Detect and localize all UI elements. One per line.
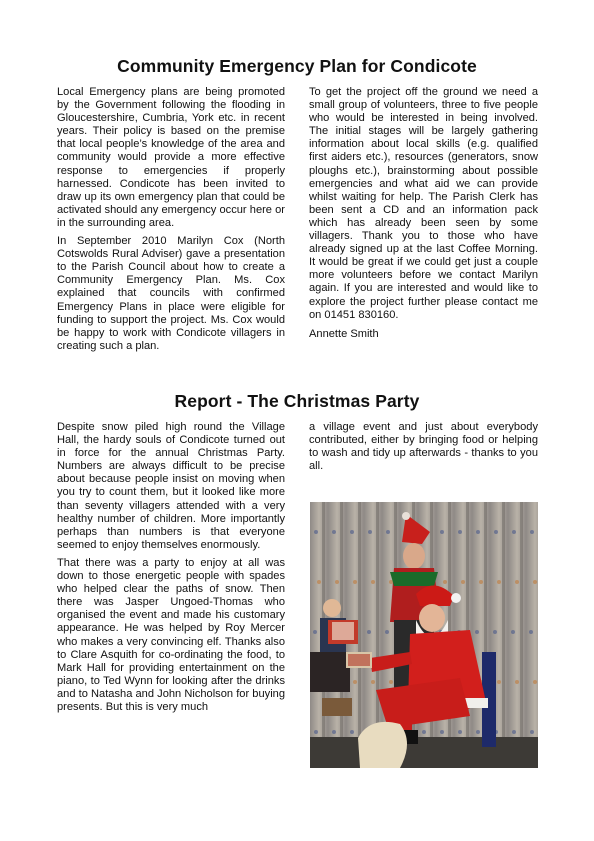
paragraph: Despite snow piled high round the Village Hall, the hardy souls of Condicote turned out in force for the annual Christmas Party. Numbers are always difficult to be precise about because people insist on moving when you try to count them, but it looked like more than seventy villagers attended with a very healthy number of children. More importantly perhaps than numbers is that everyone seemed to enjoy themselves enormously. xyxy=(57,421,285,551)
santa-and-elf-photo xyxy=(310,502,538,768)
article-title-christmas-party: Report - The Christmas Party xyxy=(174,391,420,411)
emergency-plan-column-right xyxy=(309,86,538,346)
paragraph: In September 2010 Marilyn Cox (North Cotswolds Rural Adviser) gave a presentation to the Parish Council about how to create a Community Emergency Plan. Ms. Cox explained that councils with confirmed Emergency Plans in place were eligible for funding to support the project. Ms. Cox would be happy to work with Condicote villagers in creating such a plan. xyxy=(57,235,285,352)
paragraph: a village event and just about everybody contributed, either by bringing food or helping to wash and tidy up afterwards - thanks to you all. xyxy=(309,421,538,473)
paragraph: To get the project off the ground we need a small group of volunteers, three to five people who would be interested in being involved. The initial stages will be largely gathering information about local skills (e.g. qualified first aiders etc.), resources (generators, snow ploughs etc.), brainstorming about possible emergencies and what aid we can provide whilst waiting for help. The Parish Clerk has been sent a CD and an information pack which has already been seen by some villagers. Thank you to those who have already signed up at the last Coffee Morning. It would be great if we could get just a couple more volunteers before we contact Marilyn again. If you are interested and would like to explore the project further please contact me on 01451 830160. xyxy=(309,86,538,321)
paragraph: That there was a party to enjoy at all was down to those energetic people with spades who helped clear the paths of snow. Then there was Jasper Ungoed-Thomas who organised the event and made his customary appearance. He was helped by Roy Mercer who makes a very convincing elf. Thanks also to Clare Asquith for co-ordinating the food, to Mark Hall for providing entertainment on the piano, to Ted Wynn for looking after the drinks and to Natasha and John Nicholson for buying presents. But this is very much xyxy=(57,556,285,713)
christmas-party-column-left xyxy=(57,421,285,719)
article-title-emergency-plan: Community Emergency Plan for Condicote xyxy=(117,56,477,76)
emergency-plan-column-left xyxy=(57,86,285,358)
christmas-party-column-right xyxy=(309,421,538,478)
paragraph: Local Emergency plans are being promoted by the Government following the flooding in Gloucestershire, Cumbria, York etc. in recent years. Their policy is based on the premise that local people’s knowledge of the area and community would provide a more effective response to emergencies if properly harnessed. Condicote has been invited to draw up its own emergency plan that could be activated should any emergency occur here or in the surrounding area. xyxy=(57,86,285,229)
author-signature: Annette Smith xyxy=(309,327,379,340)
